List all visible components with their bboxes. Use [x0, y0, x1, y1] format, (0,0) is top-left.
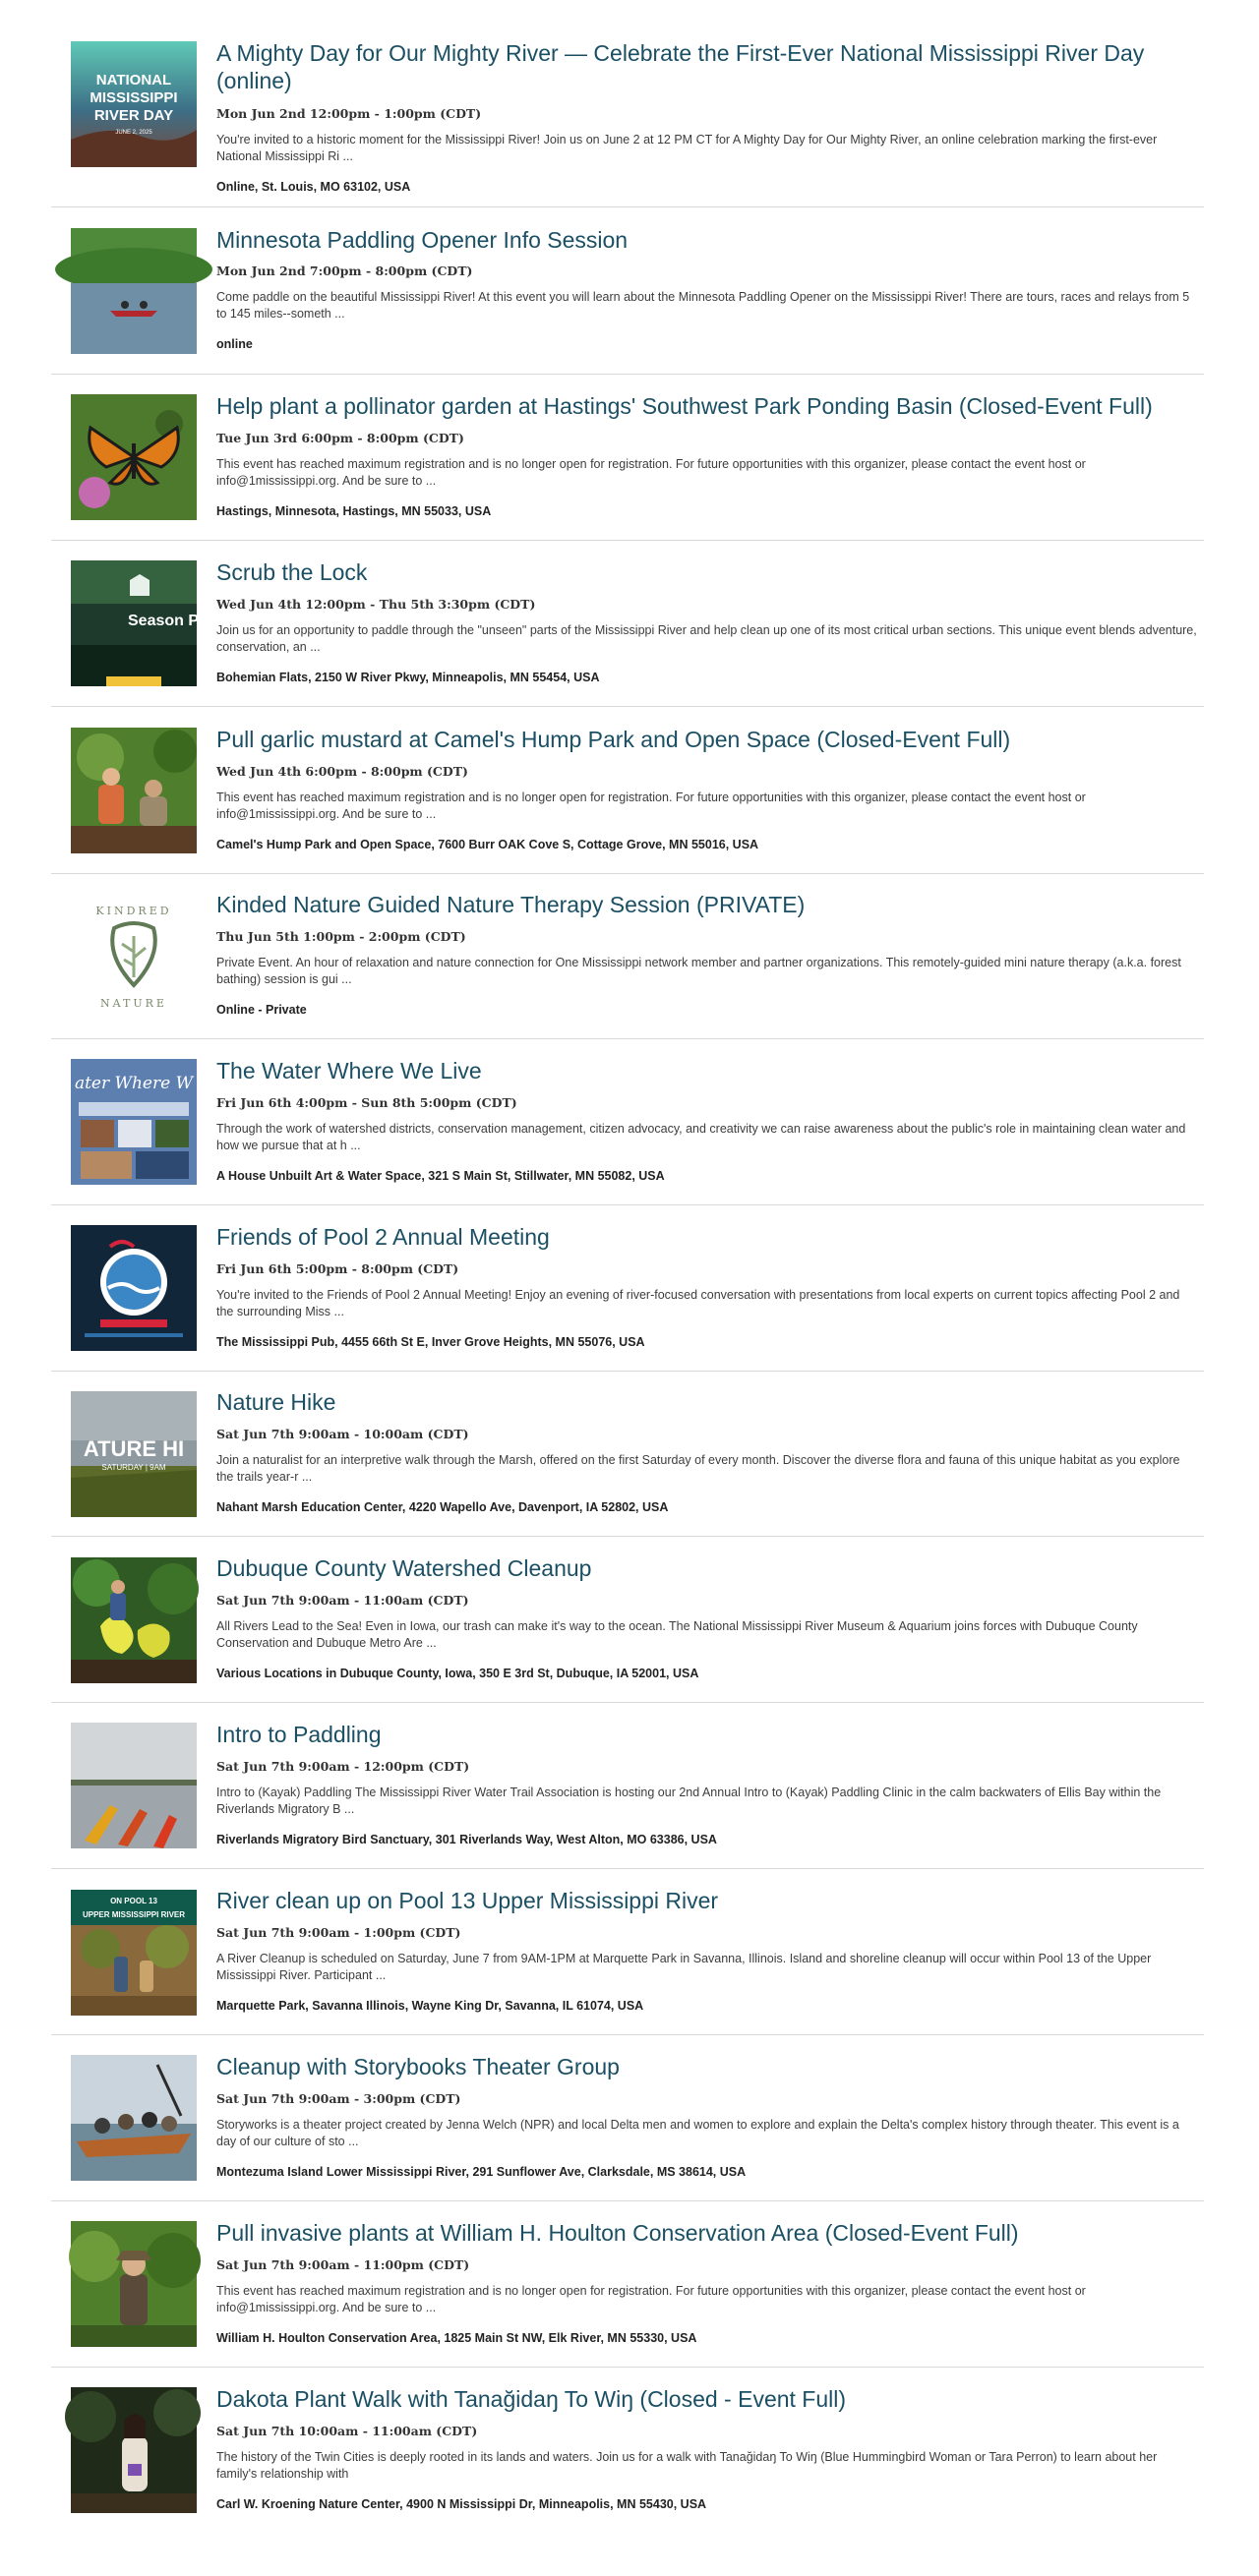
- event-time: Sat Jun 7th 10:00am - 11:00am (CDT): [216, 2424, 478, 2438]
- event-time: Mon Jun 2nd 12:00pm - 1:00pm (CDT): [216, 106, 482, 121]
- event-image[interactable]: [71, 893, 197, 1019]
- event-image[interactable]: [71, 2387, 197, 2513]
- event-description: You're invited to a historic moment for the Mississippi River! Join us on June 2 at 12 PM CT for A Mighty Day for Our Mighty River, an online celebration marking the first-ever National Mississippi Ri ...: [216, 133, 1158, 163]
- plant-walk-photo: [71, 2387, 197, 2513]
- event-description: A River Cleanup is scheduled on Saturday, June 7 from 9AM-1PM at Marquette Park in Savanna, Illinois. Island and shoreline cleanup will occur within Pool 13 of the Upper Mississippi River. Participant ...: [216, 1952, 1152, 1982]
- event-image[interactable]: [71, 1890, 197, 2016]
- event-location: William H. Houlton Conservation Area, 1825 Main St NW, Elk River, MN 55330, USA: [216, 2331, 697, 2345]
- season-pass-image: [71, 560, 208, 686]
- event-location: Carl W. Kroening Nature Center, 4900 N Mississippi Dr, Minneapolis, MN 55430, USA: [216, 2497, 707, 2511]
- event-time: Sat Jun 7th 9:00am - 11:00am (CDT): [216, 1593, 469, 1608]
- event-description: This event has reached maximum registration and is no longer open for registration. For future opportunities with this organizer, please contact the event host or info@1mississippi.org. And be sure to ...: [216, 790, 1086, 821]
- event-time: Wed Jun 4th 6:00pm - 8:00pm (CDT): [216, 764, 468, 779]
- event-time: Fri Jun 6th 5:00pm - 8:00pm (CDT): [216, 1261, 459, 1276]
- pool-13-cleanup-image: [71, 1890, 197, 2016]
- divider: [51, 2200, 1204, 2201]
- event-location: Camel's Hump Park and Open Space, 7600 Burr OAK Cove S, Cottage Grove, MN 55016, USA: [216, 838, 759, 851]
- event-location: Montezuma Island Lower Mississippi River, 291 Sunflower Ave, Clarksdale, MS 38614, USA: [216, 2165, 747, 2179]
- event-time: Sat Jun 7th 9:00am - 11:00pm (CDT): [216, 2257, 470, 2272]
- nature-hike-image: [71, 1391, 197, 1517]
- event-location: Hastings, Minnesota, Hastings, MN 55033, USA: [216, 504, 492, 518]
- event-time: Sat Jun 7th 9:00am - 3:00pm (CDT): [216, 2091, 461, 2106]
- image-text: UPPER MISSISSIPPI RIVER: [82, 1910, 186, 1919]
- image-text: JUNE 2, 2025: [115, 130, 152, 136]
- cleanup-photo: [71, 1557, 197, 1683]
- image-text: MISSISSIPPI: [90, 89, 178, 106]
- event-description: The history of the Twin Cities is deeply rooted in its lands and waters. Join us for a walk with Tanağidaŋ To Wiŋ (Blue Hummingbird Woman or Tara Perron) to learn about her family's relationship with: [216, 2450, 1158, 2481]
- event-time: Tue Jun 3rd 6:00pm - 8:00pm (CDT): [216, 431, 464, 445]
- event-image[interactable]: [71, 560, 208, 686]
- event-location: The Mississippi Pub, 4455 66th St E, Inver Grove Heights, MN 55076, USA: [216, 1335, 645, 1349]
- image-text: NATIONAL: [95, 72, 172, 88]
- event-location: Marquette Park, Savanna Illinois, Wayne King Dr, Savanna, IL 61074, USA: [216, 1999, 644, 2013]
- event-title-link[interactable]: Intro to Paddling: [216, 1722, 382, 1747]
- event-description: Come paddle on the beautiful Mississippi River! At this event you will learn about the Minnesota Paddling Opener on the Mississippi River! There are tours, races and relays from 5 to 145 miles--someth ...: [216, 290, 1190, 321]
- event-image[interactable]: [71, 228, 197, 354]
- image-text: KINDRED: [95, 905, 172, 917]
- event-time: Sat Jun 7th 9:00am - 10:00am (CDT): [216, 1427, 469, 1441]
- divider: [51, 706, 1204, 707]
- divider: [51, 2367, 1204, 2368]
- event-title-link[interactable]: Friends of Pool 2 Annual Meeting: [216, 1224, 550, 1250]
- volunteers-photo: [71, 728, 197, 853]
- event-image[interactable]: [71, 1391, 197, 1517]
- event-location: Online - Private: [216, 1003, 307, 1017]
- image-text: SATURDAY | 9AM: [101, 1463, 166, 1472]
- event-image[interactable]: [71, 1059, 197, 1185]
- event-description: Through the work of watershed districts, conservation management, citizen advocacy, and creativity we can raise awareness about the public's role in maintaining clean water and how we pursue that at h ...: [216, 1122, 1186, 1152]
- friends-of-pool-2-logo: [71, 1225, 197, 1351]
- divider: [51, 2034, 1204, 2035]
- event-description: Join a naturalist for an interpretive walk through the Marsh, offered on the first Saturday of every month. Discover the diverse flora and fauna of this unique habitat as you explore the trails year-r ...: [216, 1453, 1180, 1484]
- event-image[interactable]: [71, 1225, 197, 1351]
- event-title-link[interactable]: Kinded Nature Guided Nature Therapy Session (PRIVATE): [216, 892, 806, 917]
- butterfly-photo: [71, 394, 197, 520]
- event-title-link[interactable]: Minnesota Paddling Opener Info Session: [216, 227, 629, 253]
- event-time: Sat Jun 7th 9:00am - 1:00pm (CDT): [216, 1925, 461, 1940]
- event-location: Online, St. Louis, MO 63102, USA: [216, 180, 411, 194]
- divider: [51, 1702, 1204, 1703]
- event-title-link[interactable]: Cleanup with Storybooks Theater Group: [216, 2054, 620, 2079]
- event-description: Join us for an opportunity to paddle through the "unseen" parts of the Mississippi River and help clean up one of its most critical urban sections. This unique event blends adventure, conservation, an ...: [216, 623, 1197, 654]
- divider: [51, 1038, 1204, 1039]
- image-text: ATURE HI: [83, 1436, 185, 1461]
- event-location: Various Locations in Dubuque County, Iowa, 350 E 3rd St, Dubuque, IA 52001, USA: [216, 1667, 699, 1680]
- event-description: Intro to (Kayak) Paddling The Mississippi River Water Trail Association is hosting our 2nd Annual Intro to (Kayak) Paddling Clinic in the calm backwaters of Ellis Bay within the Riverlands Migratory B ...: [216, 1786, 1162, 1816]
- event-title-link[interactable]: Nature Hike: [216, 1389, 336, 1415]
- event-title-link[interactable]: Dakota Plant Walk with Tanağidaŋ To Wiŋ (Closed - Event Full): [216, 2386, 847, 2412]
- event-location: A House Unbuilt Art & Water Space, 321 S Main St, Stillwater, MN 55082, USA: [216, 1169, 665, 1183]
- event-image[interactable]: [71, 2221, 197, 2347]
- event-time: Wed Jun 4th 12:00pm - Thu 5th 3:30pm (CDT): [216, 597, 536, 612]
- event-image[interactable]: [71, 1557, 197, 1683]
- divider: [51, 1868, 1204, 1869]
- event-description: This event has reached maximum registration and is no longer open for registration. For future opportunities with this organizer, please contact the event host or info@1mississippi.org. And be sure to ...: [216, 2284, 1086, 2314]
- event-description: Storyworks is a theater project created by Jenna Welch (NPR) and local Delta men and women to explore and explain the Delta's complex history through theater. This event is a day of our culture of sto ...: [216, 2118, 1179, 2148]
- event-location: Nahant Marsh Education Center, 4220 Wapello Ave, Davenport, IA 52802, USA: [216, 1500, 669, 1514]
- event-title-link[interactable]: Pull invasive plants at William H. Houlton Conservation Area (Closed-Event Full): [216, 2220, 1019, 2246]
- event-title-link[interactable]: River clean up on Pool 13 Upper Mississippi River: [216, 1888, 719, 1913]
- event-title-link[interactable]: Scrub the Lock: [216, 559, 368, 585]
- image-text: ater Where W: [74, 1074, 194, 1093]
- canoe-group-photo: [71, 2055, 197, 2181]
- divider: [51, 540, 1204, 541]
- divider: [51, 1204, 1204, 1205]
- divider: [51, 1371, 1204, 1372]
- event-title-link[interactable]: Pull garlic mustard at Camel's Hump Park and Open Space (Closed-Event Full): [216, 727, 1011, 752]
- water-where-we-live-image: [71, 1059, 197, 1185]
- divider: [51, 873, 1204, 874]
- divider: [51, 374, 1204, 375]
- event-description: Private Event. An hour of relaxation and nature connection for One Mississippi network member and partner organizations. This remotely-guided mini nature therapy (a.k.a. forest bathing) session is gui ...: [216, 956, 1181, 986]
- paddling-photo: [71, 228, 197, 354]
- event-time: Thu Jun 5th 1:00pm - 2:00pm (CDT): [216, 929, 466, 944]
- event-description: All Rivers Lead to the Sea! Even in Iowa, our trash can make it's way to the ocean. The National Mississippi River Museum & Aquarium joins forces with Dubuque County Conservation and Dubuque Metro Are ...: [216, 1619, 1138, 1650]
- event-time: Sat Jun 7th 9:00am - 12:00pm (CDT): [216, 1759, 470, 1774]
- event-description: This event has reached maximum registration and is no longer open for registration. For future opportunities with this organizer, please contact the event host or info@1mississippi.org. And be sure to ...: [216, 457, 1086, 488]
- event-title-link[interactable]: Dubuque County Watershed Cleanup: [216, 1555, 592, 1581]
- image-text: RIVER DAY: [93, 107, 174, 124]
- event-location: online: [216, 337, 253, 351]
- divider: [51, 206, 1204, 207]
- event-title-link[interactable]: A Mighty Day for Our Mighty River — Celebrate the First-Ever National Mississippi River Day (online): [216, 40, 1145, 93]
- image-text: NATURE: [100, 997, 167, 1010]
- event-image[interactable]: [71, 41, 197, 167]
- image-text: ON POOL 13: [110, 1897, 157, 1905]
- event-location: Bohemian Flats, 2150 W River Pkwy, Minneapolis, MN 55454, USA: [216, 671, 600, 684]
- event-title-link[interactable]: Help plant a pollinator garden at Hastings' Southwest Park Ponding Basin (Closed-Event Full): [216, 393, 1153, 419]
- national-river-day-image: [71, 41, 197, 167]
- event-image[interactable]: [71, 1723, 197, 1848]
- divider: [51, 1536, 1204, 1537]
- event-time: Fri Jun 6th 4:00pm - Sun 8th 5:00pm (CDT): [216, 1095, 517, 1110]
- image-text: Season Pa: [128, 613, 208, 629]
- kindred-nature-logo: [71, 893, 197, 1019]
- kayaks-photo: [71, 1723, 197, 1848]
- event-image[interactable]: [71, 394, 197, 520]
- event-image[interactable]: [71, 728, 197, 853]
- event-description: You're invited to the Friends of Pool 2 Annual Meeting! Enjoy an evening of river-focused conversation with presentations from local experts on current topics affecting Pool 2 and the surrounding Miss ...: [216, 1288, 1180, 1318]
- event-location: Riverlands Migratory Bird Sanctuary, 301 Riverlands Way, West Alton, MO 63386, USA: [216, 1833, 717, 1846]
- invasive-plants-photo: [71, 2221, 197, 2347]
- event-time: Mon Jun 2nd 7:00pm - 8:00pm (CDT): [216, 263, 473, 278]
- event-image[interactable]: [71, 2055, 197, 2181]
- event-title-link[interactable]: The Water Where We Live: [216, 1058, 482, 1083]
